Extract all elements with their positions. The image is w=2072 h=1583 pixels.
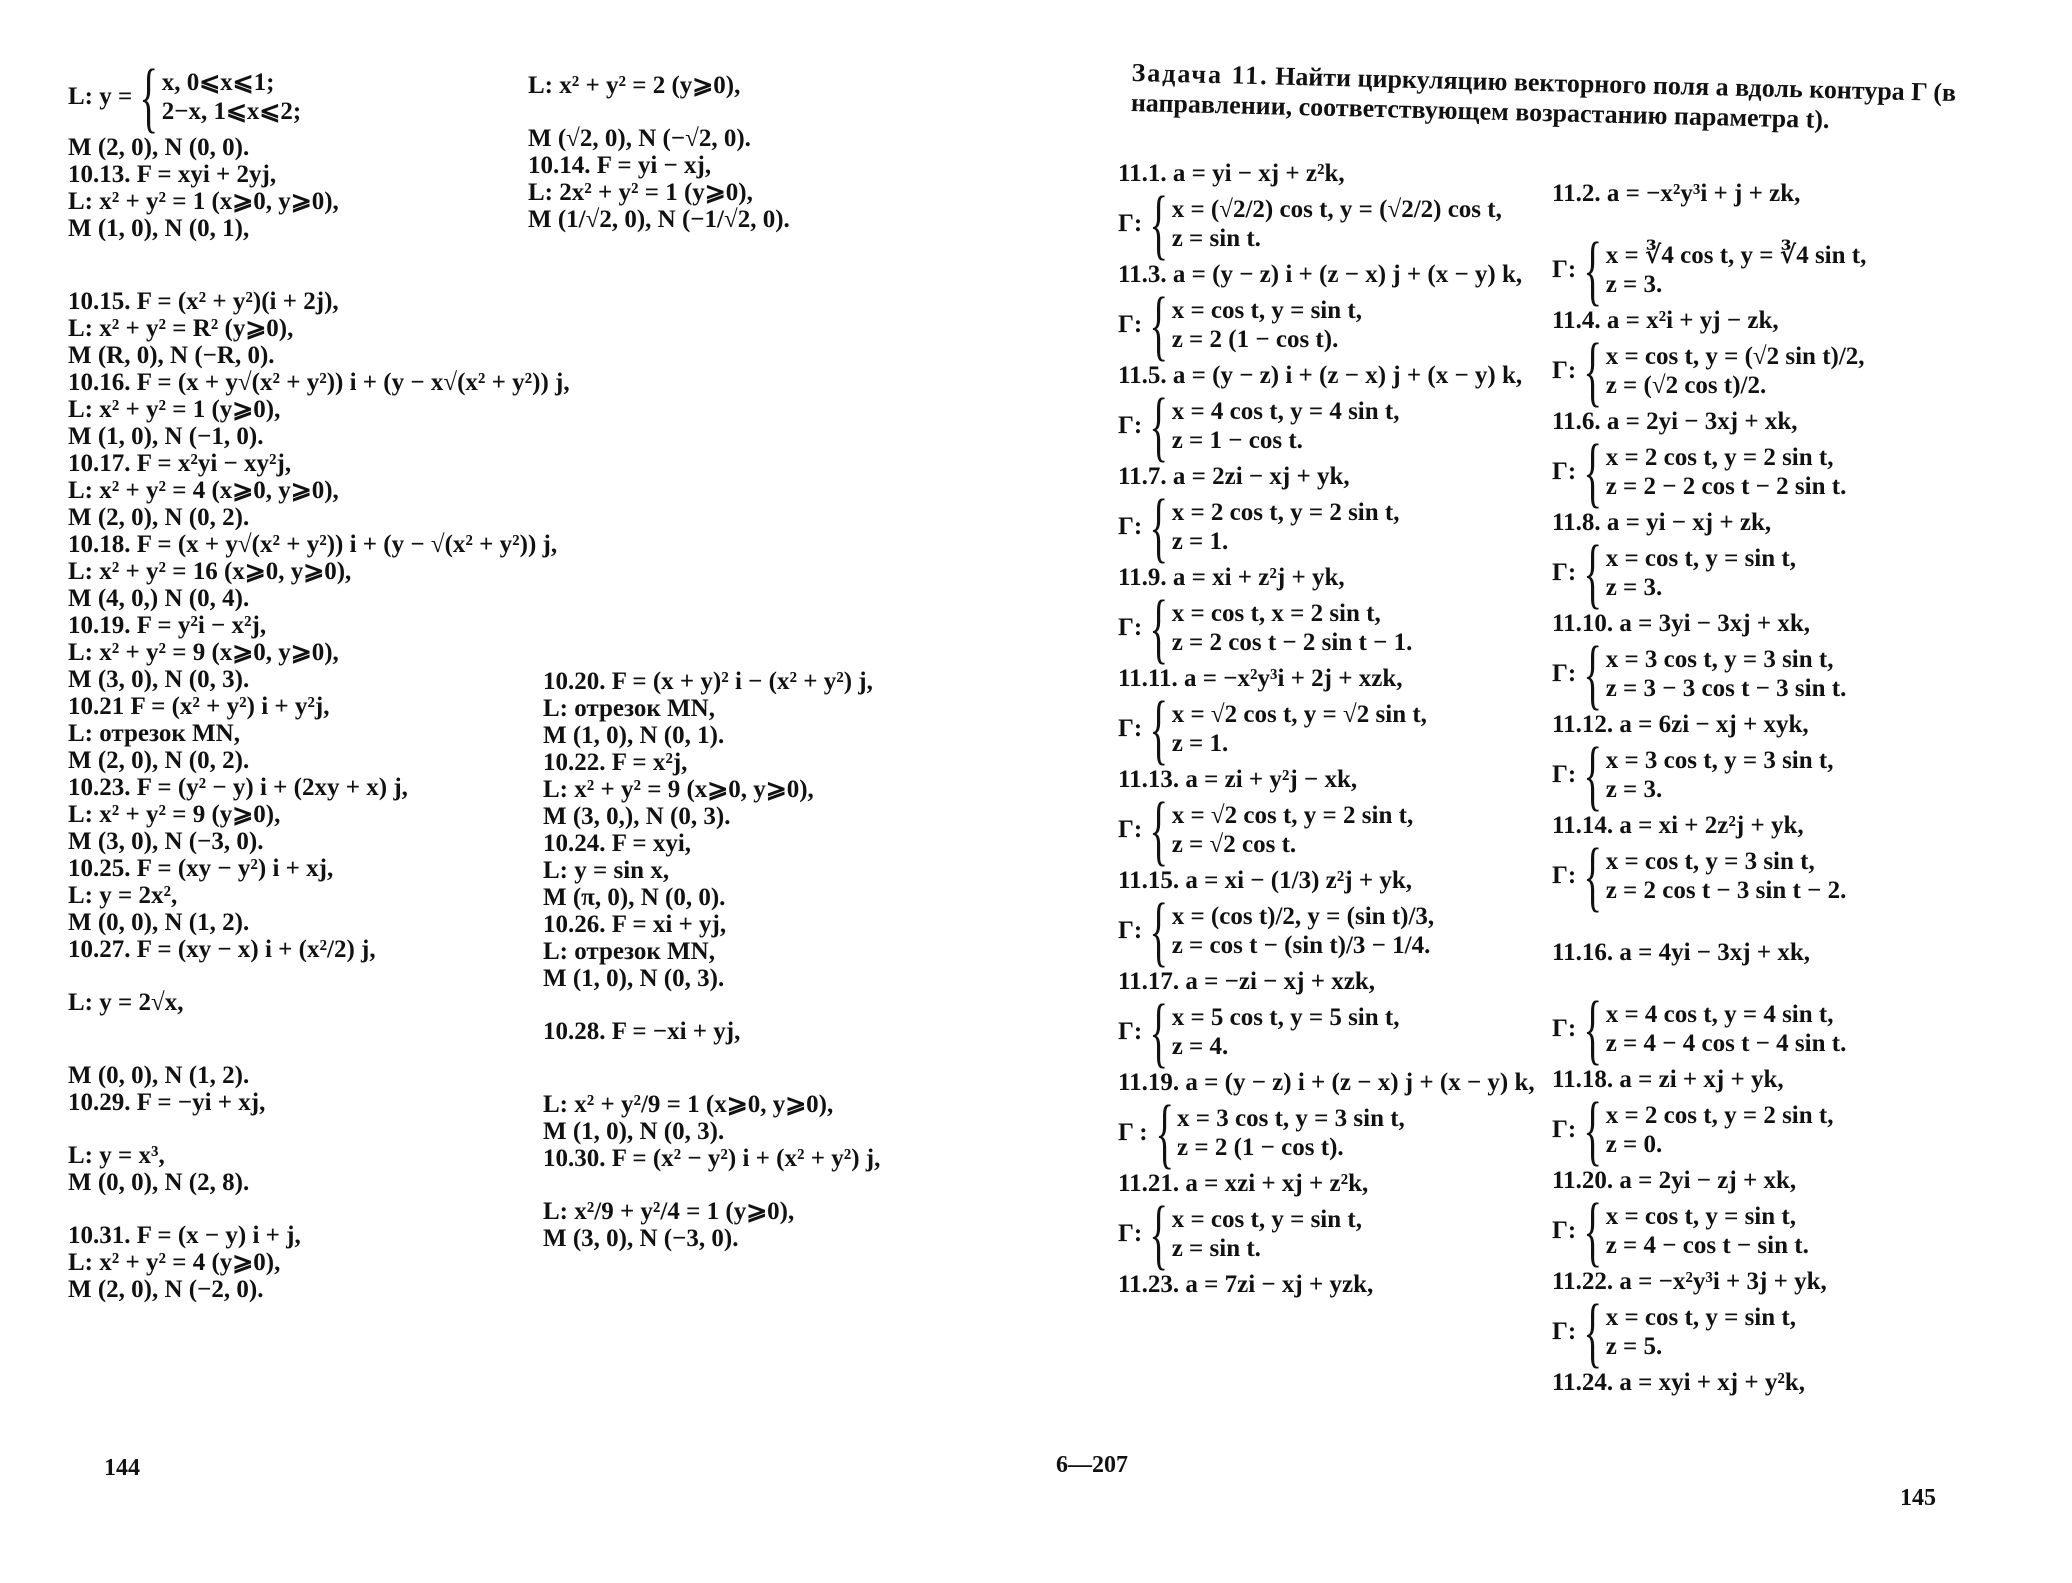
formula-line: 11.11. a = −x²y³i + 2j + xzk, [1118,665,1403,692]
system-line: x = cos t, x = 2 sin t, [1171,600,1381,627]
equation-system [1552,1187,2022,1274]
brace-icon: { [1149,1190,1169,1277]
formula-line: L: x² + y² = 9 (y⩾0), [68,801,281,828]
system-label: Γ : [1118,1119,1148,1146]
spacer [543,1045,1023,1091]
formula-line: 11.20. a = 2yi − zj + xk, [1552,1167,1797,1194]
formula-line: 11.17. a = −zi − xj + xzk, [1118,968,1375,995]
equation-system [1552,428,2022,515]
formula-line: 10.23. F = (y² − y) i + (2xy + x) j, [68,774,408,801]
formula-line: L: отрезок MN, [543,695,715,722]
formula-line: L: 2x² + y² = 1 (y⩾0), [528,179,753,206]
formula-line: M (4, 0,) N (0, 4). [68,585,250,612]
formula-line: M (π, 0), N (0, 0). [543,884,726,911]
spacer [68,242,548,288]
brace-icon: { [1583,428,1603,515]
equation-system [1118,1190,1588,1277]
formula-line: L: x² + y² = 1 (y⩾0), [68,396,281,423]
brace-icon: { [1149,887,1169,974]
system-label: Γ: [1118,816,1143,843]
system-label: Γ: [1552,761,1577,788]
equation-system [1552,1086,2022,1173]
formula-line: 10.24. F = xyi, [543,830,692,857]
formula-line: L: отрезок MN, [68,720,240,747]
system-line: x = (cos t)/2, y = (sin t)/3, [1171,903,1435,930]
brace-icon: { [1583,327,1603,414]
brace-icon: { [1583,985,1603,1072]
spacer [528,99,1018,125]
formula-line: M (R, 0), N (−R, 0). [68,342,275,369]
system-label: Γ: [1118,614,1143,641]
system-line: x = 2 cos t, y = 2 sin t, [1171,499,1400,526]
formula-line: M (3, 0), N (−3, 0). [543,1225,739,1252]
system-line: x = 4 cos t, y = 4 sin t, [1171,398,1400,425]
formula-line: L: отрезок MN, [543,938,715,965]
brace-icon: { [1149,180,1169,267]
system-line: x = cos t, y = sin t, [1171,1206,1362,1233]
formula-line: L: x² + y² = 1 (x⩾0, y⩾0), [68,188,339,215]
system-label: Γ: [1118,311,1143,338]
formula-line: L: x² + y²/9 = 1 (x⩾0, y⩾0), [543,1091,834,1118]
system-line: x = cos t, y = sin t, [1605,1304,1796,1331]
spacer [543,992,1023,1018]
system-label: Γ: [1552,256,1577,283]
formula-line: 10.25. F = (xy − y²) i + xj, [68,855,334,882]
formula-line: L: x² + y² = 4 (x⩾0, y⩾0), [68,477,339,504]
left-column-1 [68,53,570,1303]
equation-system [1118,685,1588,772]
formula-line: 10.19. F = y²i − x²j, [68,612,267,639]
equation-system [1552,327,2022,414]
system-line: x = 2 cos t, y = 2 sin t, [1605,1102,1834,1129]
system-label: Γ: [1552,559,1577,586]
formula-line: 11.12. a = 6zi − xj + xyk, [1552,711,1809,738]
formula-line: L: y = 2x², [68,882,178,909]
formula-line: L: y = 2√x, [68,989,184,1016]
system-line: z = 4. [1171,1033,1229,1060]
system-label: Γ: [1118,210,1143,237]
formula-line: M (√2, 0), N (−√2, 0). [528,125,751,152]
formula-line: 11.16. a = 4yi − 3xj + xk, [1552,939,1811,966]
spacer [68,1196,548,1222]
system-label: Γ: [1552,1015,1577,1042]
formula-line: 10.30. F = (x² − y²) i + (x² + y²) j, [543,1145,881,1172]
brace-icon: { [1149,483,1169,570]
formula-line: 10.18. F = (x + y√(x² + y²)) i + (y − √(x² + y²)) j, [68,531,558,558]
formula-line: 11.15. a = xi − (1/3) z²j + yk, [1118,867,1412,894]
equation-system [1552,630,2022,717]
formula-line: 11.18. a = zi + xj + yk, [1552,1066,1784,1093]
task-header [1131,58,2012,139]
system-label: Γ: [1118,513,1143,540]
formula-line: M (1, 0), N (0, 3). [543,965,725,992]
system-line: x, 0⩽x⩽1; [161,69,275,96]
system-line: z = 0. [1605,1131,1663,1158]
formula-line: L: x² + y² = 4 (y⩾0), [68,1249,281,1276]
formula-line: 10.22. F = x²j, [543,749,688,776]
left-column-2-top [528,72,1018,233]
formula-line: M (1, 0), N (0, 1), [68,215,250,242]
system-line: z = 2 (1 − cos t). [1171,326,1339,353]
brace-icon: { [1583,731,1603,818]
formula-line: 11.9. a = xi + z²j + yk, [1118,564,1345,591]
page-number-right: 145 [1900,1485,1936,1511]
formula-line: 11.8. a = yi − xj + zk, [1552,509,1772,536]
system-line: z = sin t. [1171,225,1261,252]
task-keyword: Задача 11. [1131,58,1270,91]
system-label: Γ: [1552,1318,1577,1345]
equation-system [1118,180,1588,267]
equation-system [1118,483,1588,570]
formula-line: 11.5. a = (y − z) i + (z − x) j + (x − y) k, [1118,362,1523,389]
formula-line: M (0, 0), N (1, 2). [68,909,250,936]
equation-system [1118,786,1588,873]
formula-line: M (2, 0), N (0, 2). [68,504,250,531]
system-line: z = 3 − 3 cos t − 3 sin t. [1605,675,1847,702]
formula-line: 10.28. F = −xi + yj, [543,1018,741,1045]
formula-line: 11.19. a = (y − z) i + (z − x) j + (x − y) k, [1118,1069,1535,1096]
formula-line: 11.2. a = −x²y³i + j + zk, [1552,180,1801,207]
spacer [68,963,548,989]
formula-line: 10.27. F = (xy − x) i + (x²/2) j, [68,936,376,963]
system-line: z = 3. [1605,574,1663,601]
equation-system [1118,988,1588,1075]
system-line: x = 5 cos t, y = 5 sin t, [1171,1004,1400,1031]
formula-line: M (0, 0), N (1, 2). [68,1062,250,1089]
system-line: x = 3 cos t, y = 3 sin t, [1605,646,1834,673]
system-line: 2−x, 1⩽x⩽2; [161,98,302,125]
formula-line: 11.14. a = xi + 2z²j + yk, [1552,812,1804,839]
system-label: Γ: [1552,660,1577,687]
formula-line: L: x² + y² = 16 (x⩾0, y⩾0), [68,558,352,585]
formula-line: L: x²/9 + y²/4 = 1 (y⩾0), [543,1198,795,1225]
equation-system [1118,887,1588,974]
equation-system [1118,584,1588,671]
equation-system [1552,985,2022,1072]
system-line: x = cos t, y = sin t, [1605,1203,1796,1230]
system-line: x = 3 cos t, y = 3 sin t, [1177,1105,1405,1132]
formula-line: M (1, 0), N (0, 1). [543,722,725,749]
formula-line: M (3, 0), N (−3, 0). [68,828,264,855]
formula-line: 10.26. F = xi + yj, [543,911,727,938]
system-label: Γ: [1552,1217,1577,1244]
brace-icon: { [1583,529,1603,616]
spacer [1552,913,2022,939]
left-column-2-bottom [543,668,1023,1252]
brace-icon: { [1149,786,1169,873]
system-line: z = 1. [1171,730,1229,757]
spacer [543,1172,1023,1198]
formula-line: M (1/√2, 0), N (−1/√2, 0). [528,206,790,233]
system-line: z = 2 cos t − 3 sin t − 2. [1605,877,1847,904]
system-line: z = 3. [1605,776,1663,803]
system-label: Γ: [1552,862,1577,889]
formula-line: 11.1. a = yi − xj + z²k, [1118,160,1345,187]
formula-line: L: x² + y² = R² (y⩾0), [68,315,294,342]
right-column-2 [1552,180,2022,1396]
formula-line: M (2, 0), N (0, 0). [68,134,250,161]
spacer [1552,966,2022,992]
formula-line: 11.3. a = (y − z) i + (z − x) j + (x − y) k, [1118,261,1523,288]
brace-icon: { [1583,226,1603,313]
formula-line: 11.24. a = xyi + xj + y²k, [1552,1369,1806,1396]
system-line: z = sin t. [1171,1235,1261,1262]
task-text: Найти циркуляцию векторного поля a вдоль контура Γ (в направлении, соответствующем возрастанию параметра t). [1130,61,1957,135]
formula-line: 11.6. a = 2yi − 3xj + xk, [1552,408,1798,435]
system-line: x = 4 cos t, y = 4 sin t, [1605,1001,1834,1028]
formula-line: M (2, 0), N (0, 2). [68,747,250,774]
equation-system [1118,382,1588,469]
formula-line: 11.13. a = zi + y²j − xk, [1118,766,1358,793]
formula-line: 10.14. F = yi − xj, [528,152,712,179]
system-line: z = 2 − 2 cos t − 2 sin t. [1605,473,1847,500]
equation-system [68,53,548,140]
page-number-left: 144 [104,1455,140,1481]
system-line: x = √2 cos t, y = √2 sin t, [1171,701,1427,728]
formula-line: M (3, 0), N (0, 3). [68,666,250,693]
signature-mark: 6—207 [1056,1452,1128,1478]
system-line: x = (√2/2) cos t, y = (√2/2) cos t, [1171,196,1502,223]
system-label: Γ: [1118,715,1143,742]
equation-system [1552,731,2022,818]
formula-line: L: x² + y² = 9 (x⩾0, y⩾0), [543,776,814,803]
system-line: x = ∛4 cos t, y = ∛4 sin t, [1605,242,1867,269]
formula-line: M (2, 0), N (−2, 0). [68,1276,264,1303]
system-line: z = 1. [1171,528,1229,555]
brace-icon: { [1583,832,1603,919]
system-line: z = (√2 cos t)/2. [1605,372,1767,399]
equation-system [1118,281,1588,368]
spacer [68,1016,548,1062]
brace-icon: { [139,53,159,140]
system-line: z = 1 − cos t. [1171,427,1303,454]
system-line: x = cos t, y = (√2 sin t)/2, [1605,343,1865,370]
system-label: Γ: [1118,1220,1143,1247]
formula-line: 10.17. F = x²yi − xy²j, [68,450,292,477]
system-label: Γ: [1552,458,1577,485]
system-label: Γ: [1552,357,1577,384]
brace-icon: { [1583,1288,1603,1375]
system-line: z = 2 cos t − 2 sin t − 1. [1171,629,1413,656]
equation-system [1552,1288,2022,1375]
brace-icon: { [1149,685,1169,772]
formula-line: 11.4. a = x²i + yj − zk, [1552,307,1779,334]
formula-line: 10.29. F = −yi + xj, [68,1089,266,1116]
formula-line: 11.7. a = 2zi − xj + yk, [1118,463,1350,490]
formula-line: M (1, 0), N (0, 3). [543,1118,725,1145]
system-line: x = cos t, y = sin t, [1605,545,1796,572]
brace-icon: { [1149,584,1169,671]
formula-line: 11.23. a = 7zi − xj + yzk, [1118,1271,1374,1298]
formula-line: M (3, 0,), N (0, 3). [543,803,731,830]
system-label: Γ: [1118,1018,1143,1045]
formula-line: 11.10. a = 3yi − 3xj + xk, [1552,610,1811,637]
formula-line: 10.15. F = (x² + y²)(i + 2j), [68,288,339,315]
formula-line: 10.21 F = (x² + y²) i + y²j, [68,693,330,720]
right-column-1 [1118,160,1588,1298]
brace-icon: { [1583,1086,1603,1173]
formula-line: 10.20. F = (x + y)² i − (x² + y²) j, [543,668,873,695]
formula-line: 10.13. F = xyi + 2yj, [68,161,277,188]
formula-line: 11.22. a = −x²y³i + 3j + yk, [1552,1268,1827,1295]
system-label: Γ: [1118,412,1143,439]
brace-icon: { [1583,630,1603,717]
formula-line: L: x² + y² = 2 (y⩾0), [528,72,741,99]
equation-system [1552,529,2022,616]
system-label: Γ: [1552,1116,1577,1143]
spacer [68,1116,548,1142]
equation-system [1552,226,2022,313]
system-line: z = cos t − (sin t)/3 − 1/4. [1171,932,1431,959]
system-line: x = cos t, y = sin t, [1171,297,1362,324]
formula-line: L: y = sin x, [543,857,670,884]
equation-system [1118,1089,1588,1176]
system-line: x = cos t, y = 3 sin t, [1605,848,1815,875]
formula-line: L: x² + y² = 9 (x⩾0, y⩾0), [68,639,339,666]
brace-icon: { [1583,1187,1603,1274]
equation-system [1552,832,2022,919]
system-line: z = 4 − 4 cos t − 4 sin t. [1605,1030,1847,1057]
system-label: Γ: [1118,917,1143,944]
system-label: L: y = [68,83,133,110]
formula-line: 11.21. a = xzi + xj + z²k, [1118,1170,1369,1197]
brace-icon: { [1154,1089,1174,1176]
brace-icon: { [1149,382,1169,469]
formula-line: M (1, 0), N (−1, 0). [68,423,264,450]
formula-line: L: y = x³, [68,1142,165,1169]
formula-line: 10.31. F = (x − y) i + j, [68,1222,301,1249]
formula-line: 10.16. F = (x + y√(x² + y²)) i + (y − x√(x² + y²)) j, [68,369,570,396]
system-line: x = 3 cos t, y = 3 sin t, [1605,747,1834,774]
system-line: z = √2 cos t. [1171,831,1297,858]
brace-icon: { [1149,988,1169,1075]
system-line: z = 5. [1605,1333,1663,1360]
brace-icon: { [1149,281,1169,368]
system-line: x = 2 cos t, y = 2 sin t, [1605,444,1834,471]
system-line: z = 4 − cos t − sin t. [1605,1232,1809,1259]
system-line: z = 2 (1 − cos t). [1177,1134,1344,1161]
spacer [1552,207,2022,233]
system-line: z = 3. [1605,271,1663,298]
system-line: x = √2 cos t, y = 2 sin t, [1171,802,1414,829]
formula-line: M (0, 0), N (2, 8). [68,1169,250,1196]
